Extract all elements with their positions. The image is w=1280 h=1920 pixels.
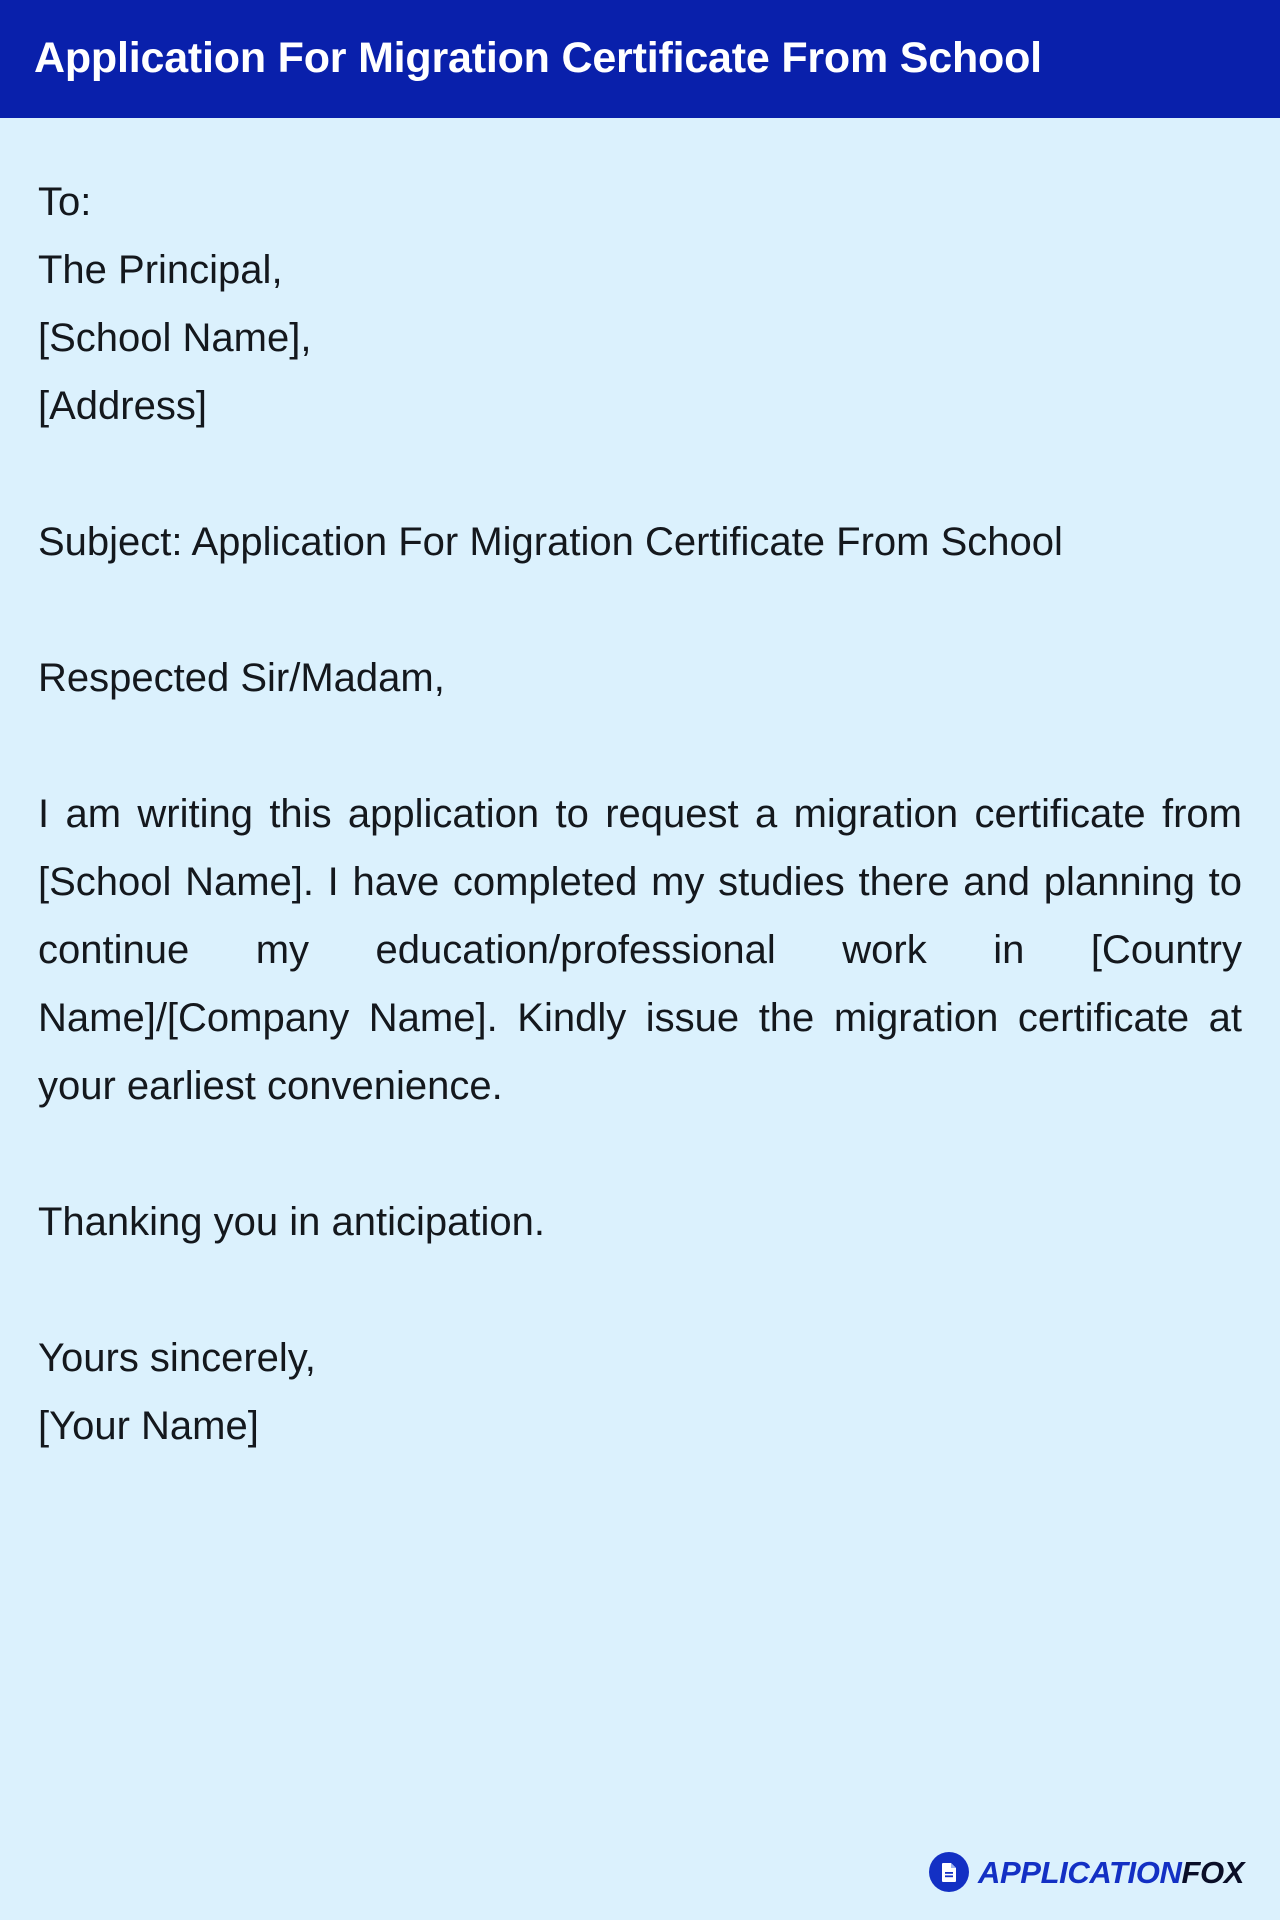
spacer-after-salutation [38, 712, 1242, 780]
recipient-to-label: To: [38, 180, 92, 224]
spacer-after-body [38, 1120, 1242, 1188]
document-icon [929, 1852, 969, 1892]
spacer-after-recipient [38, 440, 1242, 508]
spacer-after-thanks [38, 1256, 1242, 1324]
page-title: Application For Migration Certificate From School [34, 34, 1042, 83]
closing-line: Yours sincerely, [38, 1336, 316, 1380]
letter-body [0, 118, 1280, 1920]
signature-line: [Your Name] [38, 1404, 259, 1448]
recipient-designation: The Principal, [38, 248, 283, 292]
salutation: Respected Sir/Madam, [38, 656, 445, 700]
recipient-address: [Address] [38, 384, 207, 428]
body-paragraph: I am writing this application to request a migration certificate from [School Name]. I have completed my studies there and planning to continue my education/professional work in [Country Name]/[Company Name]. Kindly issue the migration certificate at your earliest convenience. [38, 792, 1242, 1108]
recipient-block [38, 168, 1242, 440]
brand-second: FOX [1181, 1854, 1244, 1890]
brand-first: APPLICATION [978, 1854, 1182, 1890]
thanks-line: Thanking you in anticipation. [38, 1200, 545, 1244]
recipient-institution: [School Name], [38, 316, 312, 360]
signoff-block [38, 1324, 1242, 1460]
header-bar [0, 0, 1280, 118]
spacer-after-subject [38, 576, 1242, 644]
subject-line: Subject: Application For Migration Certificate From School [38, 520, 1063, 564]
brand-wordmark [978, 1854, 1244, 1890]
footer-branding [929, 1852, 1244, 1892]
